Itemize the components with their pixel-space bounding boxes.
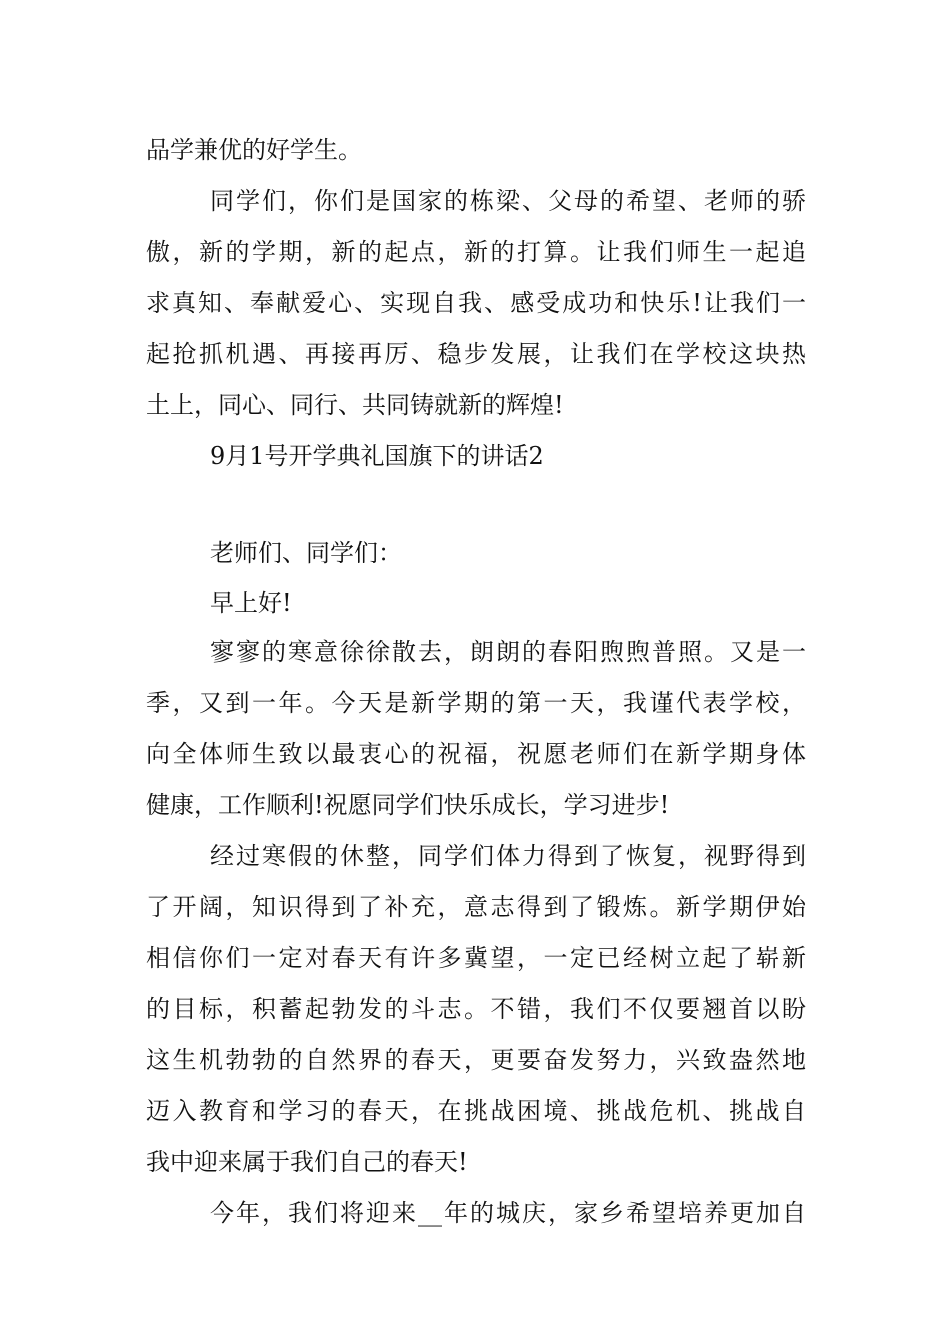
paragraph-line: 求真知、奉献爱心、实现自我、感受成功和快乐!让我们一 xyxy=(146,289,806,317)
paragraph-line: 了开阔，知识得到了补充，意志得到了锻炼。新学期伊始 xyxy=(146,893,806,921)
paragraph-line: 健康，工作顺利!祝愿同学们快乐成长，学习进步! xyxy=(146,791,670,819)
paragraph-line: 迈入教育和学习的春天，在挑战困境、挑战危机、挑战自 xyxy=(146,1097,806,1125)
paragraph-line: 土上，同心、同行、共同铸就新的辉煌! xyxy=(146,391,564,419)
paragraph-line: 品学兼优的好学生。 xyxy=(146,136,362,164)
paragraph-line: 向全体师生致以最衷心的祝福，祝愿老师们在新学期身体 xyxy=(146,740,806,768)
paragraph-line: 这生机勃勃的自然界的春天，更要奋发努力，兴致盎然地 xyxy=(146,1046,806,1074)
greeting: 早上好! xyxy=(210,589,292,617)
paragraph-line: 相信你们一定对春天有许多冀望，一定已经树立起了崭新 xyxy=(146,944,806,972)
paragraph-line: 今年，我们将迎来__年的城庆，家乡希望培养更加自 xyxy=(210,1199,806,1227)
paragraph-line: 傲，新的学期，新的起点，新的打算。让我们师生一起追 xyxy=(146,238,806,266)
paragraph-line: 寥寥的寒意徐徐散去，朗朗的春阳煦煦普照。又是一 xyxy=(210,638,806,666)
paragraph-line: 的目标，积蓄起勃发的斗志。不错，我们不仅要翘首以盼 xyxy=(146,995,806,1023)
section-heading: 9月1号开学典礼国旗下的讲话2 xyxy=(210,442,544,470)
paragraph-line: 季，又到一年。今天是新学期的第一天，我谨代表学校， xyxy=(146,689,806,717)
paragraph-line: 同学们，你们是国家的栋梁、父母的希望、老师的骄 xyxy=(210,187,806,215)
paragraph-line: 我中迎来属于我们自己的春天! xyxy=(146,1148,468,1176)
salutation: 老师们、同学们： xyxy=(210,539,402,567)
paragraph-line: 起抢抓机遇、再接再厉、稳步发展，让我们在学校这块热 xyxy=(146,340,806,368)
paragraph-line: 经过寒假的休整，同学们体力得到了恢复，视野得到 xyxy=(210,842,806,870)
